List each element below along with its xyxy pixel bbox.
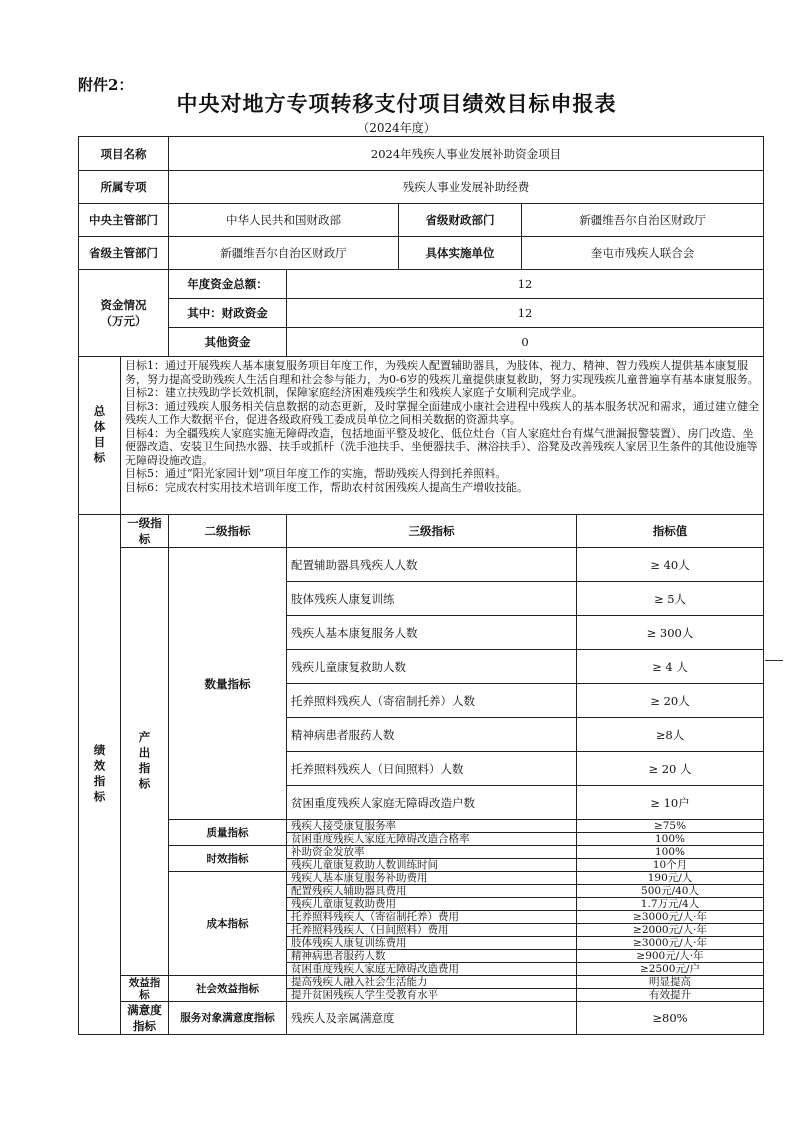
header-level1: 一级指标: [121, 515, 169, 548]
timeliness-indicator-label: 时效指标: [169, 846, 287, 872]
table-row-value: 100%: [577, 846, 764, 859]
table-row-value: ≥3000元/人·年: [577, 937, 764, 950]
goal-3: 目标3：通过残疾人服务相关信息数据的动态更新，及时掌握全面建成小康社会进程中残疾人的基本服务状况和需求，通过建立健全残疾人工作大数据平台，促进各级政府残工委成员单位之间相关数据的资源共享。: [125, 399, 759, 426]
funds-total-value: 12: [287, 270, 764, 299]
table-row-value: ≥2000元/人·年: [577, 924, 764, 937]
table-row-value: ≥ 5人: [577, 582, 764, 616]
table-row-value: 明显提高: [577, 976, 764, 989]
table-row-name: 残疾人接受康复服务率: [287, 820, 577, 833]
service-satisfaction-label: 服务对象满意度指标: [169, 1002, 287, 1035]
table-row-value: ≥ 20人: [577, 684, 764, 718]
indicators-section-label: 绩效指标: [79, 515, 121, 1035]
table-row-name: 残疾儿童康复救助人数: [287, 650, 577, 684]
table-row-name: 精神病患者服药人数: [287, 718, 577, 752]
table-row-name: 贫困重度残疾人家庭无障碍改造户数: [287, 786, 577, 820]
table-row-name: 精神病患者服药人数: [287, 950, 577, 963]
table-row-value: ≥ 40人: [577, 548, 764, 582]
table-row-value: ≥ 4 人: [577, 650, 764, 684]
table-row-value: 500元/40人: [577, 885, 764, 898]
table-row-value: ≥3000元/人·年: [577, 911, 764, 924]
project-name-value: 2024年残疾人事业发展补助资金项目: [169, 137, 764, 171]
header-value: 指标值: [577, 515, 764, 548]
goal-1: 目标1：通过开展残疾人基本康复服务项目年度工作，为残疾人配置辅助器具，为肢体、视力、精神、智力残疾人提供基本康复服务，努力提高受助残疾人生活自理和社会参与能力，为0-6岁的残疾儿童提供康复救助，努力实现残疾儿童普遍享有基本康复服务。: [125, 359, 759, 386]
social-benefit-label: 社会效益指标: [169, 976, 287, 1002]
table-row-name: 提升贫困残疾人学生受教育水平: [287, 989, 577, 1002]
project-type-value: 残疾人事业发展补助经费: [169, 171, 764, 204]
table-row-value: ≥80%: [577, 1002, 764, 1035]
table-row-value: 10个月: [577, 859, 764, 872]
goal-4: 目标4：为全疆残疾人家庭实施无障碍改造，包括地面平整及坡化、低位灶台（盲人家庭灶台有煤气泄漏报警装置）、房门改造、坐便器改造、安装卫生间热水器、扶手或抓杆（洗手池扶手、坐便器扶手、淋浴扶手）、浴凳及改善残疾人家居卫生条件的其他设施等无障碍设施改造。: [125, 426, 758, 467]
table-row-name: 配置辅助器具残疾人人数: [287, 548, 577, 582]
goal-6: 目标6：完成农村实用技术培训年度工作，帮助农村贫困残疾人提高生产增收技能。: [125, 480, 528, 494]
header-level3: 三级指标: [287, 515, 577, 548]
table-row-name: 肢体残疾人康复训练费用: [287, 937, 577, 950]
table-row-value: ≥8人: [577, 718, 764, 752]
page-title: 中央对地方专项转移支付项目绩效目标申报表: [176, 91, 617, 116]
table-row-value: 100%: [577, 833, 764, 846]
table-row-name: 配置残疾人辅助器具费用: [287, 885, 577, 898]
table-row-name: 托养照料残疾人（寄宿制托养）人数: [287, 684, 577, 718]
year-label: （2024年度）: [357, 121, 436, 135]
performance-table: [78, 136, 764, 1035]
funds-fiscal-label: 其中：财政资金: [169, 299, 287, 328]
prov-dept-label: 省级主管部门: [79, 237, 169, 270]
central-dept-value: 中华人民共和国财政部: [169, 204, 399, 237]
impl-unit-label: 具体实施单位: [399, 237, 522, 270]
goal-5: 目标5：通过“阳光家园计划”项目年度工作的实施，帮助残疾人得到托养照料。: [125, 467, 507, 480]
table-row-name: 残疾人基本康复服务补助费用: [287, 872, 577, 885]
table-row-value: 有效提升: [577, 989, 764, 1002]
header-level2: 二级指标: [169, 515, 287, 548]
table-row-value: 1.7万元/4人: [577, 898, 764, 911]
table-row-value: ≥ 10户: [577, 786, 764, 820]
table-row-name: 托养照料残疾人（日间照料）人数: [287, 752, 577, 786]
table-row-value: ≥900元/人·年: [577, 950, 764, 963]
overall-goals: [121, 357, 764, 515]
table-row-value: ≥ 300人: [577, 616, 764, 650]
central-dept-label: 中央主管部门: [79, 204, 169, 237]
table-row-name: 残疾人基本康复服务人数: [287, 616, 577, 650]
prov-dept-value: 新疆维吾尔自治区财政厅: [169, 237, 399, 270]
margin-mark: [765, 660, 783, 661]
funds-other-label: 其他资金: [169, 328, 287, 357]
table-row-value: ≥2500元/户: [577, 963, 764, 976]
table-row-name: 残疾人及亲属满意度: [287, 1002, 577, 1035]
table-row-name: 托养照料残疾人（寄宿制托养）费用: [287, 911, 577, 924]
attachment-label: 附件2：: [78, 76, 134, 94]
quality-indicator-label: 质量指标: [169, 820, 287, 846]
project-type-label: 所属专项: [79, 171, 169, 204]
prov-finance-label: 省级财政部门: [399, 204, 522, 237]
impl-unit-value: 奎屯市残疾人联合会: [522, 237, 764, 270]
overall-goal-label: 总体目标: [79, 357, 121, 515]
funds-other-value: 0: [287, 328, 764, 357]
table-row-name: 贫困重度残疾人家庭无障碍改造费用: [287, 963, 577, 976]
table-row-name: 提高残疾人融入社会生活能力: [287, 976, 577, 989]
satisfaction-indicator-label: 满意度指标: [121, 1002, 169, 1035]
table-row-name: 贫困重度残疾人家庭无障碍改造合格率: [287, 833, 577, 846]
output-indicator-label: 产出指标: [121, 548, 169, 976]
funds-fiscal-value: 12: [287, 299, 764, 328]
prov-finance-value: 新疆维吾尔自治区财政厅: [522, 204, 764, 237]
project-name-label: 项目名称: [79, 137, 169, 171]
table-row-value: ≥75%: [577, 820, 764, 833]
benefit-indicator-label: 效益指标: [121, 976, 169, 1002]
funds-total-label: 年度资金总额：: [169, 270, 287, 299]
table-row-value: 190元/人: [577, 872, 764, 885]
table-row-name: 残疾儿童康复救助人数训练时间: [287, 859, 577, 872]
table-row-value: ≥ 20 人: [577, 752, 764, 786]
funds-label: 资金情况 （万元）: [79, 270, 169, 357]
quantity-indicator-label: 数量指标: [169, 548, 287, 820]
table-row-name: 肢体残疾人康复训练: [287, 582, 577, 616]
goal-2: 目标2：建立扶残助学长效机制，保障家庭经济困难残疾学生和残疾人家庭子女顺利完成学业。: [125, 386, 583, 399]
table-row-name: 残疾儿童康复救助费用: [287, 898, 577, 911]
table-row-name: 补助资金发放率: [287, 846, 577, 859]
cost-indicator-label: 成本指标: [169, 872, 287, 976]
table-row-name: 托养照料残疾人（日间照料）费用: [287, 924, 577, 937]
